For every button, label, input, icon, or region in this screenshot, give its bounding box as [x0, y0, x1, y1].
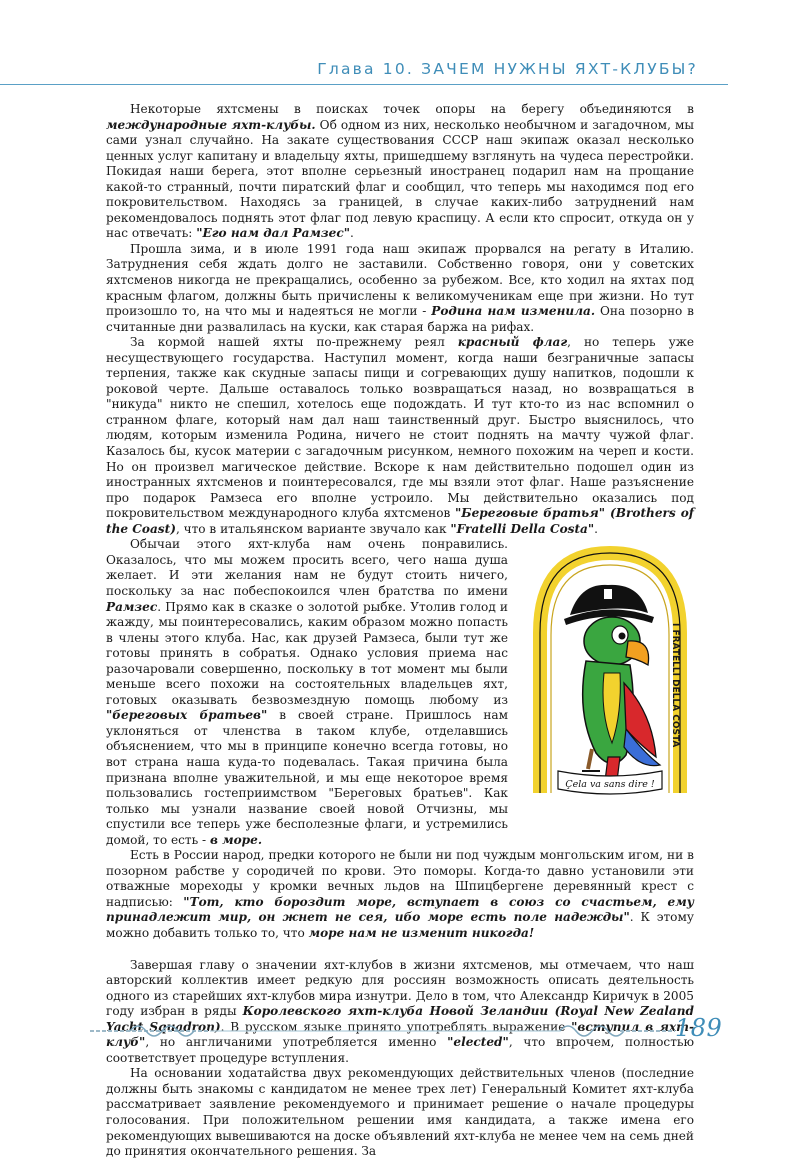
paragraph-text: , но теперь уже несуществующего государства. Наступил момент, когда наши безграничные запасы терпения, также как скудные запасы пищи и согревающих душу напитков, подошли к роковой черте. Дальше оставалось только возвращаться назад, но возвращаться в "никуда" никто не спешил, хотелось еще подождать. И тут кто-то из нас вспомнил о странном флаге, который нам дал наш таинственный друг. Быстро выяснилось, что людям, которым изменила Родина, ничего не стоит поднять на мачту чужой флаг. Казалось бы, кусок материи с загадочным рисунком, немного похожим на череп и кости. Но он произвел магическое действие. Вскоре к нам действительно подошел один из иностранных яхтсменов и поинтересовался, где мы взяли этот флаг. Наше разъяснение про подарок Рамзеса его вполне устроило. Мы действительно оказались под покровительством международного клуба яхтсменов	[106, 335, 694, 521]
paragraph-text: Прошла зима, и в июле 1991 года наш экипаж прорвался на регату в Италию. Затруднения себя ждать долго не заставили. Собственно говоря, они у советских яхтсменов никогда не прекращались, особенно за рубежом. Все, кто ходил на яхтах под красным флагом, должны быть причислены к великомученикам еще при жизни. Но тут произошло то, на что мы и надеяться не могли -	[106, 241, 694, 319]
paragraph-text: в своей стране. Пришлось нам уклоняться от членства в таком клубе, отделавшись объяснением, что мы в принципе конечно всегда готовы, но вот страна наша куда-то подевалась. Такая причина была признана вполне уважительной, и мы еще некоторое время пользовались гостеприимством "Береговых братьев". Как только мы узнали название своей новой Отчизны, мы спустили все теперь уже бесполезные флаги, и устремились домой, то есть -	[106, 708, 508, 847]
rope-ornament-icon	[90, 1016, 680, 1046]
paragraph-text: За кормой нашей яхты по-прежнему реял	[130, 335, 458, 350]
emphasis-text: Рамзес	[106, 599, 158, 614]
paragraph-text: , но англичаними употребляется именно	[145, 1035, 448, 1050]
chapter-title: Глава 10. ЗАЧЕМ НУЖНЫ ЯХТ-КЛУБЫ?	[317, 60, 698, 78]
header-rule	[0, 84, 728, 85]
paragraph-3	[106, 335, 694, 537]
pirate-parrot-emblem	[520, 543, 700, 813]
emphasis-text: "Fratelli Della Costa"	[450, 521, 595, 536]
paragraph-text: Некоторые яхтсмены в поисках точек опоры на берегу объединяются в	[130, 102, 694, 116]
emphasis-text: "береговых братьев"	[106, 708, 268, 723]
ribbon-text: Çela va sans dire !	[565, 779, 655, 791]
paragraph-text: , что в итальянском варианте звучало как	[175, 521, 451, 536]
emphasis-text: "Его нам дал Рамзес"	[196, 226, 351, 241]
paragraph-text: .	[594, 521, 599, 536]
paragraph-text: Обычаи этого яхт-клуба нам очень понравились. Оказалось, что мы можем просить всего, чего наша душа желает. И эти желания нам не будут стоить ничего, поскольку за нас побеспокоился член братства по имени	[106, 537, 508, 598]
emphasis-text: "elected"	[447, 1035, 509, 1050]
paragraph-4	[106, 537, 694, 848]
emphasis-text: "вступил в яхт-клуб"	[106, 1019, 694, 1050]
paragraph-text: Есть в России народ, предки которого не были ни под чуждым монгольским игом, ни в позорном рабстве у сородичей по крови. Это поморы. Когда-то давно установили эти отважные мореходы у кромки вечных льдов на Шпицбергене деревянный крест с надписью:	[106, 848, 694, 909]
paragraph-7	[106, 1066, 694, 1159]
emphasis-text: Родина нам изменила.	[431, 304, 596, 319]
paragraph-text: . Прямо как в сказке о золотой рыбке. Утолив голод и жажду, мы поинтересовались, каким образом можно попасть в члены этого клуба. Нас, как друзей Рамзеса, были тут же готовы принять в собратья. Однако условия приема нас разочаровали совершенно, поскольку в тот момент мы были меньше всего похожи на состоятельных владельцев яхт, готовых оказывать безвозмездную помощь любому из	[106, 599, 508, 707]
paragraph-1	[106, 102, 694, 242]
paragraph-text: , что впрочем, полностью соответствует процедуре вступления.	[106, 1035, 694, 1065]
emphasis-text: в море.	[209, 832, 263, 847]
page-footer	[0, 1010, 794, 1050]
paragraph-5	[106, 848, 694, 941]
paragraph-text: Завершая главу о значении яхт-клубов в жизни яхтсменов, мы отмечаем, что наш авторский коллектив имеет редкую для россиян возможность описать деятельность одного из старейших яхт-клубов мира изнутри. Дело в том, что Александр Киричук в 2005 году избран в ряды	[106, 957, 694, 1019]
page-number: 189	[675, 1014, 723, 1042]
emphasis-text: международные яхт-клубы.	[106, 117, 316, 132]
emphasis-text: красный флаг	[457, 335, 568, 350]
arch-text: I FRATELLI DELLA COSTA	[670, 623, 680, 748]
parrot-emblem-image	[520, 543, 700, 813]
paragraph-text: Об одном из них, несколько необычном и загадочном, мы сами узнал случайно. На закате существования СССР наш экипаж оказал несколько ценных услуг капитану и владельцу яхты, пришедшему взглянуть на чудеса перестройки. Покидая наши берега, этот вполне серьезный иностранец подарил нам на прощание какой-то странный, почти пиратский флаг и сообщил, что теперь мы находимся под его покровительством. Находясь за границей, в случае каких-либо затруднений нам рекомендовалось поднять этот флаг под левую краспицу. А если кто спросит, откуда он у нас отвечать:	[106, 117, 694, 241]
paragraph-text: Она позорно в считанные дни развалилась на куски, как старая баржа на рифах.	[106, 304, 694, 334]
paragraph-text: На основании ходатайства двух рекомендующих действительных членов (последние должны быть знакомы с кандидатом не менее трех лет) Генеральный Комитет яхт-клуба рассматривает заявление рекомендуемого и принимает решение о начале процедуры голосования. При положительном решении имя кандидата, а также имена его рекомендующих вывешиваются на доске объявлений яхт-клуба не менее чем на семь дней до принятия окончательного решения. За	[106, 1066, 694, 1159]
emphasis-text: море нам не изменит никогда!	[308, 925, 535, 940]
chapter-header	[0, 56, 794, 86]
paragraph-text: . К этому можно добавить только то, что	[106, 910, 694, 940]
body-text	[106, 102, 694, 1160]
paragraph-text: . В русском языке принято употреблять выражение	[220, 1019, 572, 1034]
emphasis-text: Королевского яхт-клуба Новой Зеландии (Royal New Zealand Yacht Squadron)	[106, 1004, 694, 1034]
paragraph-text: .	[350, 226, 354, 241]
paragraph-2	[106, 242, 694, 335]
emphasis-text: "Тот, кто бороздит море, вступает в союз со счастьем, ему принадлежит мир, он жнет не сея, ибо море есть поле надежды"	[106, 894, 694, 925]
emphasis-text: "Береговые братья" (Brothers of the Coast)	[106, 506, 694, 536]
